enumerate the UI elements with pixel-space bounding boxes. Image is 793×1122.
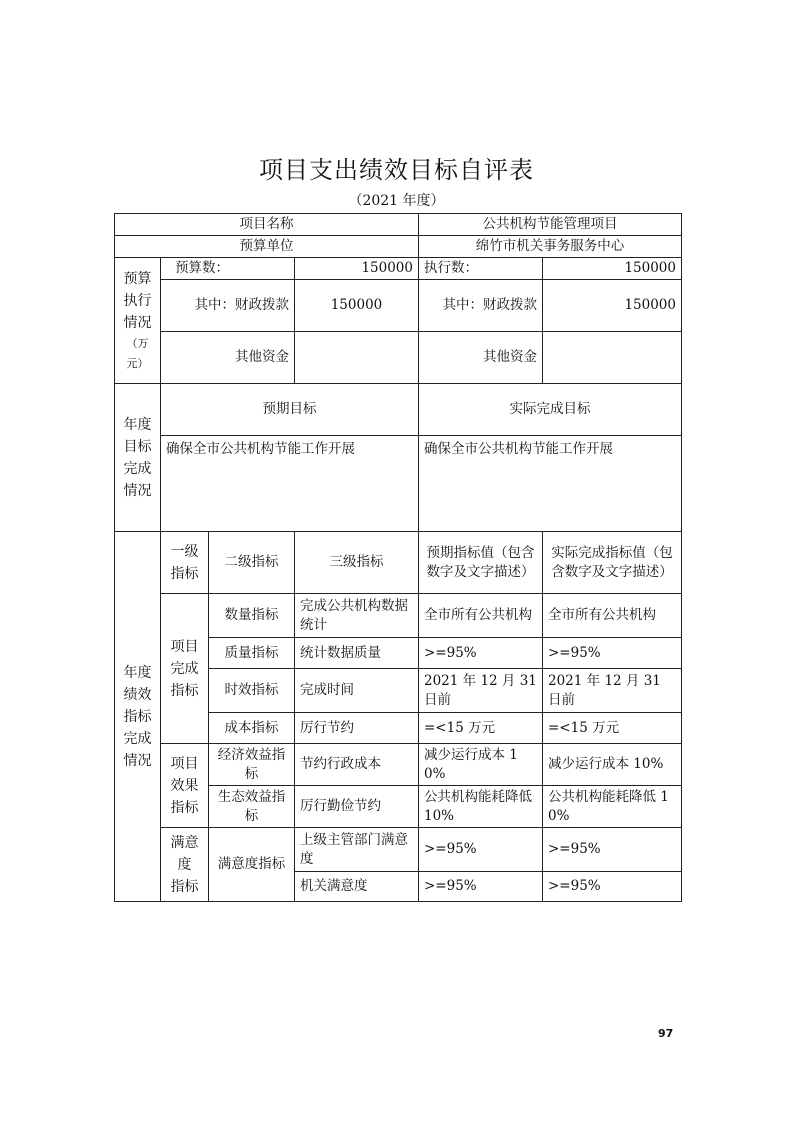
exec-value: 150000 — [543, 258, 682, 280]
annual-goal-header-row — [115, 384, 682, 436]
actual-cell: 2021 年 12 月 31 日前 — [543, 669, 682, 713]
fiscal-label: 其中：财政拨款 — [161, 280, 295, 332]
budget-unit-row — [115, 236, 682, 258]
level3-cell: 统计数据质量 — [295, 638, 419, 669]
fiscal-budget-value: 150000 — [295, 280, 419, 332]
exec-label: 执行数： — [419, 258, 543, 280]
actual-cell: >=95% — [543, 828, 682, 872]
actual-cell: 减少运行成本 10% — [543, 744, 682, 786]
actual-cell: >=95% — [543, 872, 682, 902]
level2-cell: 时效指标 — [209, 669, 295, 713]
group-completion-label: 项目 完成 指标 — [161, 594, 209, 744]
other-funds-label: 其他资金 — [161, 332, 295, 384]
budget-side-label: 预算 执行 情况 （万 元） — [115, 258, 161, 384]
evaluation-table — [114, 213, 682, 902]
fiscal-row — [115, 280, 682, 332]
page-number: 97 — [658, 1027, 674, 1040]
level3-cell: 机关满意度 — [295, 872, 419, 902]
level3-cell: 节约行政成本 — [295, 744, 419, 786]
level2-cell: 满意度指标 — [209, 828, 295, 902]
expected-cell: 2021 年 12 月 31 日前 — [419, 669, 543, 713]
expected-cell: >=95% — [419, 828, 543, 872]
level3-cell: 上级主管部门满意度 — [295, 828, 419, 872]
expected-cell: >=95% — [419, 872, 543, 902]
indicator-row — [115, 744, 682, 786]
level3-cell: 完成公共机构数据统计 — [295, 594, 419, 638]
budget-unit-label: 预算单位 — [115, 236, 419, 258]
expected-cell: 减少运行成本 10% — [419, 744, 543, 786]
expected-cell: 全市所有公共机构 — [419, 594, 543, 638]
level3-header: 三级指标 — [295, 532, 419, 594]
document-title: 项目支出绩效目标自评表 — [259, 156, 534, 184]
level3-cell: 完成时间 — [295, 669, 419, 713]
level3-cell: 厉行勤俭节约 — [295, 786, 419, 828]
actual-value-header: 实际完成指标值（包含数字及文字描述） — [543, 532, 682, 594]
budget-row — [115, 258, 682, 280]
other-funds-label-2: 其他资金 — [419, 332, 543, 384]
level1-header: 一级 指标 — [161, 532, 209, 594]
budget-label: 预算数： — [161, 258, 295, 280]
other-funds-exec — [543, 332, 682, 384]
actual-cell: >=95% — [543, 638, 682, 669]
budget-value: 150000 — [295, 258, 419, 280]
level3-cell: 厉行节约 — [295, 713, 419, 744]
actual-cell: 公共机构能耗降低 10% — [543, 786, 682, 828]
level2-cell: 质量指标 — [209, 638, 295, 669]
document-subtitle: （2021 年度） — [348, 193, 445, 209]
indicator-row — [115, 594, 682, 638]
project-name-value: 公共机构节能管理项目 — [419, 214, 682, 236]
project-name-label: 项目名称 — [115, 214, 419, 236]
expected-goal-header: 预期目标 — [161, 384, 419, 436]
actual-cell: =<15 万元 — [543, 713, 682, 744]
level2-cell: 生态效益指标 — [209, 786, 295, 828]
other-funds-row — [115, 332, 682, 384]
level2-cell: 数量指标 — [209, 594, 295, 638]
indicator-row — [115, 828, 682, 872]
annual-goal-side-label: 年度 目标 完成 情况 — [115, 384, 161, 532]
level2-cell: 经济效益指标 — [209, 744, 295, 786]
fiscal-label-2: 其中：财政拨款 — [419, 280, 543, 332]
level2-cell: 成本指标 — [209, 713, 295, 744]
group-satisfaction-label: 满意 度 指标 — [161, 828, 209, 902]
level2-header: 二级指标 — [209, 532, 295, 594]
actual-goal-header: 实际完成目标 — [419, 384, 682, 436]
actual-cell: 全市所有公共机构 — [543, 594, 682, 638]
annual-goal-content-row — [115, 436, 682, 532]
expected-cell: >=95% — [419, 638, 543, 669]
expected-value-header: 预期指标值（包含数字及文字描述） — [419, 532, 543, 594]
other-funds-budget — [295, 332, 419, 384]
project-name-row — [115, 214, 682, 236]
indicator-header-row — [115, 532, 682, 594]
group-effect-label: 项目 效果 指标 — [161, 744, 209, 828]
fiscal-exec-value: 150000 — [543, 280, 682, 332]
expected-goal-text: 确保全市公共机构节能工作开展 — [161, 436, 419, 532]
indicators-side-label: 年度 绩效 指标 完成 情况 — [115, 532, 161, 902]
expected-cell: 公共机构能耗降低 10% — [419, 786, 543, 828]
expected-cell: =<15 万元 — [419, 713, 543, 744]
actual-goal-text: 确保全市公共机构节能工作开展 — [419, 436, 682, 532]
budget-unit-value: 绵竹市机关事务服务中心 — [419, 236, 682, 258]
